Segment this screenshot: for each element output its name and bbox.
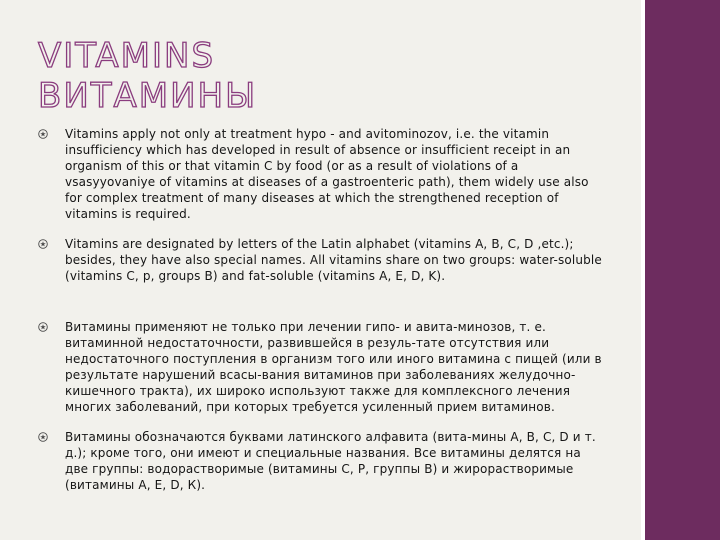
bullet-item [38,236,608,284]
bullet-text: Vitamins apply not only at treatment hypo - and avitominozov, i.e. the vitamin insufficiency which has developed in result of absence or insufficient receipt in an organism of this or that vitamin C by food (or as a result of violations of a vsasyyovaniye of vitamins at diseases of a gastroenteric path), them widely use also for complex treatment of many diseases at which the strengthened reception of vitamins is required. [65,127,589,221]
circled-star-bullet-icon [38,239,48,249]
title-line-russian: ВИТАМИНЫ [38,76,258,116]
bullet-list [38,126,608,507]
sidebar-divider [641,0,645,540]
sidebar-accent-bar [641,0,720,540]
bullet-text: Витамины обозначаются буквами латинского алфавита (вита-мины А, В, С, D и т. д.); кроме того, они имеют и специальные названия. Все витамины делятся на две группы: водорастворимые (витамины С, Р, группы В) и жирорастворимые (витамины А, Е, D, К). [65,430,596,492]
bullet-item [38,319,608,415]
slide-title [38,36,257,116]
bullet-text: Витамины применяют не только при лечении гипо- и авита-минозов, т. е. витаминной недостаточности, развившейся в резуль-тате отсутствия или недостаточного поступления в организм того или иного витамина с пищей (или в результате нарушений всасы-вания витаминов при заболеваниях желудочно-кишечного тракта), их широко используют также для комплексного лечения многих заболеваний, при которых требуется усиленный прием витаминов. [65,320,602,414]
circled-star-bullet-icon [38,432,48,442]
bullet-text: Vitamins are designated by letters of the Latin alphabet (vitamins A, B, C, D ,etc.); besides, they have also special names. All vitamins share on two groups: water-soluble (vitamins C, p, groups B) and fat-soluble (vitamins A, E, D, K). [65,237,602,283]
bullet-item [38,429,608,493]
circled-star-bullet-icon [38,129,48,139]
title-line-english: VITAMINS [38,36,216,76]
circled-star-bullet-icon [38,322,48,332]
bullet-item [38,126,608,222]
